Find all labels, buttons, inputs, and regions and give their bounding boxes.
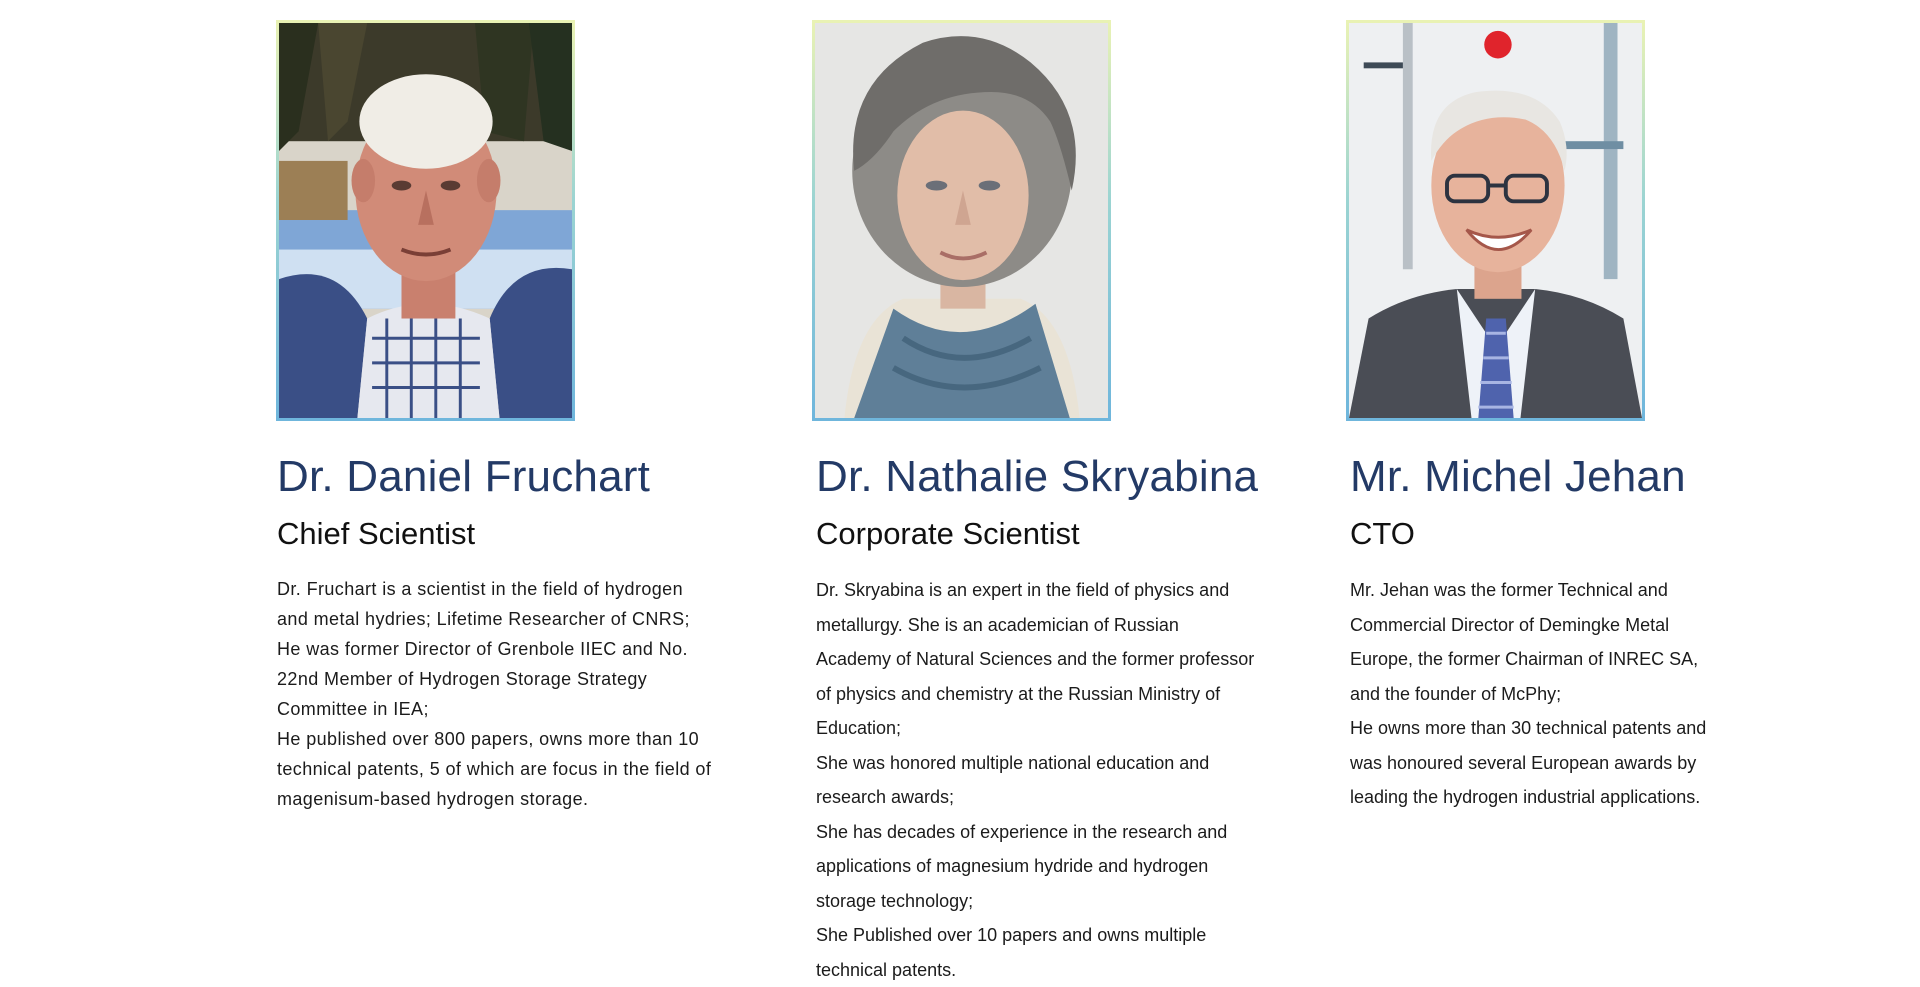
- bio-paragraph: Mr. Jehan was the former Technical and Commercial Director of Demingke Metal Europe, the former Chairman of INREC SA, and the founder of McPhy;: [1350, 580, 1699, 704]
- portrait-image: [815, 23, 1108, 418]
- member-role: Chief Scientist: [277, 516, 476, 551]
- member-role: Corporate Scientist: [816, 516, 1080, 551]
- portrait-image: [1349, 23, 1642, 418]
- bio-paragraph: She has decades of experience in the research and applications of magnesium hydride and hydrogen storage technology;: [816, 821, 1228, 911]
- member-photo: [1346, 20, 1645, 421]
- bio-paragraph: He published over 800 papers, owns more than 10 technical patents, 5 of which are focus in the field of magenisum-based hydrogen storage.: [277, 729, 712, 809]
- portrait-image: [279, 23, 572, 418]
- bio-paragraph: She Published over 10 papers and owns multiple technical patents.: [816, 925, 1207, 980]
- bio-paragraph: He owns more than 30 technical patents and was honoured several European awards by leading the hydrogen industrial applications.: [1350, 718, 1707, 807]
- bio-paragraph: He was former Director of Grenbole IIEC and No. 22nd Member of Hydrogen Storage Strategy Committee in IEA;: [277, 639, 688, 719]
- member-bio: [1350, 573, 1730, 815]
- member-bio: [277, 574, 717, 814]
- member-bio: [816, 573, 1256, 987]
- member-photo: [276, 20, 575, 421]
- member-name: Dr. Daniel Fruchart: [277, 452, 651, 501]
- member-photo: [812, 20, 1111, 421]
- member-name: Dr. Nathalie Skryabina: [816, 452, 1259, 501]
- bio-paragraph: She was honored multiple national education and research awards;: [816, 752, 1210, 807]
- member-role: CTO: [1350, 516, 1415, 551]
- member-name: Mr. Michel Jehan: [1350, 452, 1686, 501]
- bio-paragraph: Dr. Skryabina is an expert in the field of physics and metallurgy. She is an academician of Russian Academy of Natural Sciences and the former professor of physics and chemistry at the Russian Ministry of Education;: [816, 580, 1255, 738]
- bio-paragraph: Dr. Fruchart is a scientist in the field of hydrogen and metal hydries; Lifetime Researcher of CNRS;: [277, 579, 690, 629]
